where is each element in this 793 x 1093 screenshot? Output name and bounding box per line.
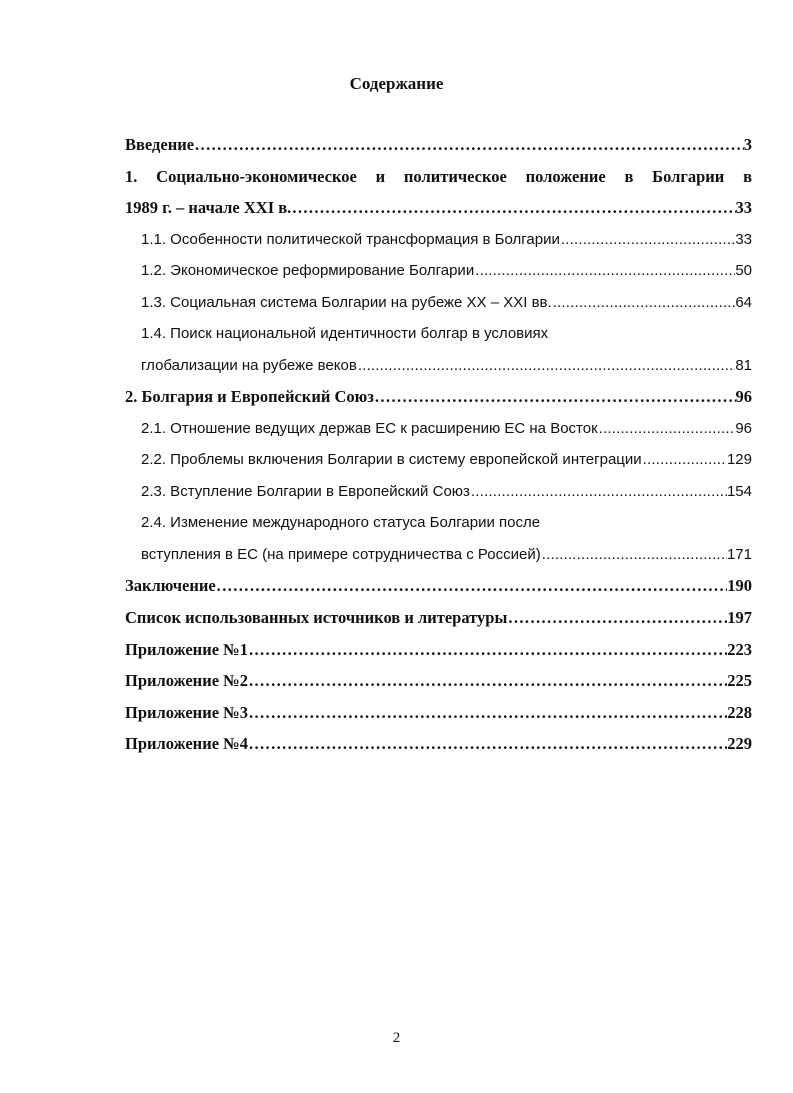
toc-entry-section-1-4-line-1: 1.4. Поиск национальной идентичности болгар в условиях (141, 325, 549, 342)
toc-entry-appendix-2: Приложение №2 ..... 225 (125, 670, 752, 692)
page-number: 2 (392, 1030, 401, 1046)
toc-entry-section-1-4-line-2: глобализации на рубеже веков ..... 81 (141, 355, 752, 377)
toc-entry-intro: Введение ..... 3 (125, 134, 752, 156)
toc-entry-section-2-3: 2.3. Вступление Болгарии в Европейский Союз ..... 154 (141, 481, 752, 503)
toc-entry-section-1-3: 1.3. Социальная система Болгарии на рубеже XX – XXI вв. ..... 64 (141, 292, 752, 314)
toc-entry-conclusion: Заключение ..... 190 (125, 575, 752, 597)
toc-entry-appendix-1: Приложение №1 ..... 223 (125, 639, 752, 661)
toc-entry-chapter-2: 2. Болгария и Европейский Союз ..... 96 (125, 386, 752, 408)
toc-entry-sources: Список использованных источников и литературы ..... 197 (125, 607, 752, 629)
toc-entry-section-2-4-line-1: 2.4. Изменение международного статуса Болгарии после (141, 514, 541, 531)
page-title: Содержание (349, 74, 444, 93)
toc-entry-section-2-2: 2.2. Проблемы включения Болгарии в систему европейской интеграции ..... 129 (141, 449, 752, 471)
toc-entry-section-1-2: 1.2. Экономическое реформирование Болгарии ..... 50 (141, 260, 752, 282)
toc-entry-chapter-1-line-1: 1. Социально-экономическое и политическое положение в Болгарии в (125, 167, 752, 186)
toc-entry-section-1-1: 1.1. Особенности политической трансформация в Болгарии ..... 33 (141, 229, 752, 251)
toc-entry-chapter-1-line-2: 1989 г. – начале XXI в. ..... 33 (125, 197, 752, 219)
toc-entry-section-2-4-line-2: вступления в ЕС (на примере сотрудничества с Россией) ..... 171 (141, 544, 752, 566)
toc-entry-appendix-3: Приложение №3 ..... 228 (125, 702, 752, 724)
toc-entry-appendix-4: Приложение №4 ..... 229 (125, 733, 752, 755)
toc-entry-section-2-1: 2.1. Отношение ведущих держав ЕС к расширению ЕС на Восток ..... 96 (141, 418, 752, 440)
